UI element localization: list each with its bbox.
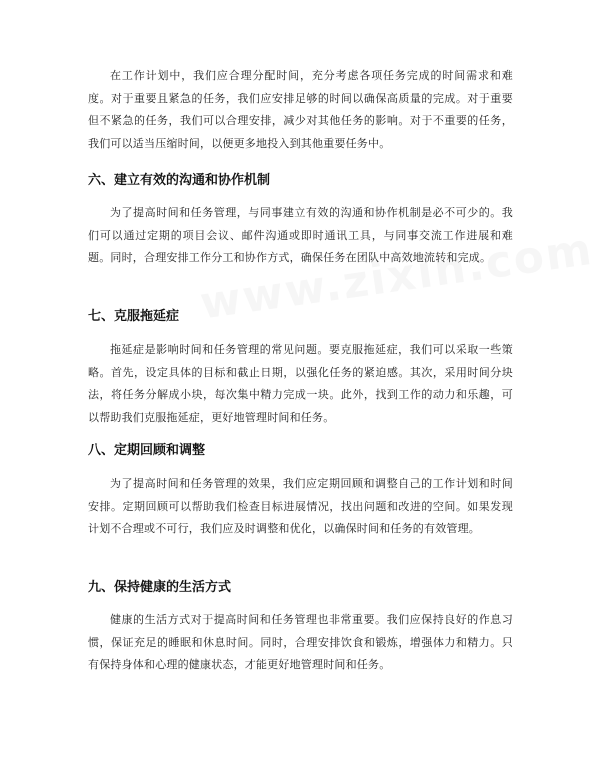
paragraph-procrastination: 拖延症是影响时间和任务管理的常见问题。要克服拖延症，我们可以采取一些策略。首先，设定具体的目标和截止日期，以强化任务的紧迫感。其次，采用时间分块法，将任务分解成小块，每次集中精力完成一块。此外，找到工作的动力和乐趣，可以帮助我们克服拖延症，更好地管理时间和任务。 — [88, 343, 513, 424]
paragraph-review: 为了提高时间和任务管理的效果，我们应定期回顾和调整自己的工作计划和时间安排。定期回顾可以帮助我们检查目标进展情况，找出问题和改进的空间。如果发现计划不合理或不可行，我们应及时调整和优化，以确保时间和任务的有效管理。 — [88, 477, 513, 535]
paragraph-healthy-lifestyle: 健康的生活方式对于提高时间和任务管理也非常重要。我们应保持良好的作息习惯，保证充足的睡眠和休息时间。同时，合理安排饮食和锻炼，增强体力和精力。只有保持身体和心理的健康状态，才能更好地管理时间和任务。 — [88, 613, 513, 671]
heading-communication: 六、建立有效的沟通和协作机制 — [88, 173, 271, 188]
paragraph-time-allocation: 在工作计划中，我们应合理分配时间，充分考虑各项任务完成的时间需求和难度。对于重要且紧急的任务，我们应安排足够的时间以确保高质量的完成。对于重要但不紧急的任务，我们可以合理安排，减少对其他任务的影响。对于不重要的任务，我们可以适当压缩时间，以便更多地投入到其他重要任务中。 — [88, 69, 513, 150]
heading-procrastination: 七、克服拖延症 — [88, 309, 180, 324]
paragraph-communication: 为了提高时间和任务管理，与同事建立有效的沟通和协作机制是必不可少的。我们可以通过定期的项目会议、邮件沟通或即时通讯工具，与同事交流工作进展和难题。同时，合理安排工作分工和协作方式，确保任务在团队中高效地流转和完成。 — [88, 206, 513, 264]
heading-review: 八、定期回顾和调整 — [88, 443, 206, 458]
heading-healthy-lifestyle: 九、保持健康的生活方式 — [88, 580, 232, 595]
